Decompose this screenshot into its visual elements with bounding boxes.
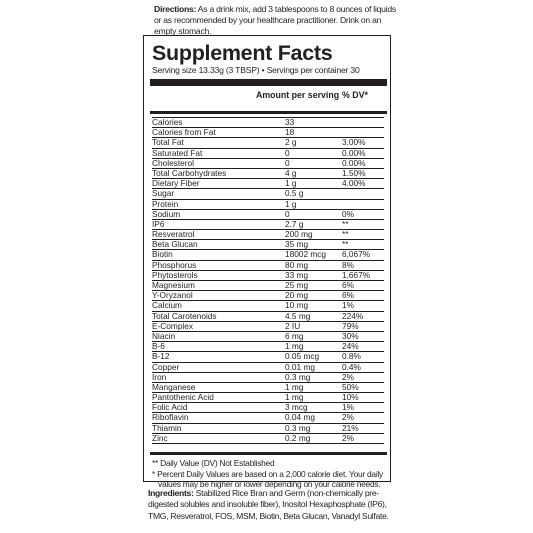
nutrient-amount: 1 mg bbox=[285, 381, 304, 392]
nutrient-name: Y-Oryzanol bbox=[152, 290, 193, 301]
nutrient-amount: 1 g bbox=[285, 178, 297, 189]
nutrient-amount: 2 g bbox=[285, 137, 297, 148]
serving-info: Serving size 13.33g (3 TBSP) • Servings per container 30 bbox=[152, 65, 360, 75]
nutrient-rows bbox=[152, 117, 384, 444]
nutrient-name: IP6 bbox=[152, 218, 165, 229]
nutrient-dv: 79% bbox=[342, 320, 359, 331]
directions-label: Directions: bbox=[154, 4, 197, 14]
nutrient-name: Calories bbox=[152, 117, 183, 127]
nutrient-dv: 1% bbox=[342, 300, 354, 311]
nutrient-dv: ** bbox=[342, 239, 349, 250]
nutrient-dv: 8% bbox=[342, 259, 354, 270]
nutrient-name: Sugar bbox=[152, 188, 175, 199]
ingredients-text bbox=[148, 488, 398, 522]
nutrient-name: Total Carotenoids bbox=[152, 310, 217, 321]
nutrient-amount: 0.01 mg bbox=[285, 361, 315, 372]
nutrient-dv: 0.4% bbox=[342, 361, 361, 372]
nutrient-name: Calories from Fat bbox=[152, 127, 216, 138]
nutrient-dv: 24% bbox=[342, 341, 359, 352]
nutrient-amount: 6 mg bbox=[285, 330, 304, 341]
nutrient-amount: 0.05 mcg bbox=[285, 351, 320, 362]
nutrient-dv: ** bbox=[342, 229, 349, 240]
table-row bbox=[152, 210, 384, 220]
nutrient-amount: 20 mg bbox=[285, 290, 309, 301]
nutrient-amount: 200 mg bbox=[285, 229, 313, 240]
nutrient-name: Copper bbox=[152, 361, 180, 372]
nutrient-dv: 6% bbox=[342, 280, 354, 290]
table-row bbox=[152, 179, 384, 189]
nutrient-amount: 18 bbox=[285, 127, 295, 138]
ingredients-body: Stabilized Rice Bran and Germ (non-chemically pre-digested solubles and insoluble fiber), Inositol Hexaphosphate (IP6), TMG, Resveratrol, FOS, MSM, Biotin, Beta Glucan, Vanadyl Sulfate. bbox=[148, 488, 389, 521]
nutrient-dv: 224% bbox=[342, 310, 364, 321]
nutrient-dv: 0.00% bbox=[342, 147, 366, 158]
nutrient-name: Phosphorus bbox=[152, 259, 197, 270]
nutrient-amount: 4 g bbox=[285, 167, 297, 178]
dv-header: % DV* bbox=[342, 90, 368, 100]
nutrient-amount: 0.2 mg bbox=[285, 432, 311, 443]
nutrient-dv: 3.00% bbox=[342, 137, 366, 148]
table-row bbox=[152, 189, 384, 199]
nutrient-name: E-Complex bbox=[152, 320, 194, 331]
nutrient-name: Magnesium bbox=[152, 280, 195, 290]
supplement-facts-panel bbox=[143, 35, 391, 489]
nutrient-amount: 1 g bbox=[285, 198, 297, 209]
nutrient-amount: 2.7 g bbox=[285, 218, 304, 229]
panel-title: Supplement Facts bbox=[152, 41, 333, 65]
nutrient-name: Iron bbox=[152, 371, 167, 382]
nutrient-name: Total Fat bbox=[152, 137, 184, 148]
nutrient-name: Total Carbohydrates bbox=[152, 167, 227, 178]
nutrient-dv: 0% bbox=[342, 208, 354, 219]
nutrient-dv: 2% bbox=[342, 371, 354, 382]
nutrient-dv: 2% bbox=[342, 432, 354, 443]
nutrient-amount: 0 bbox=[285, 157, 290, 168]
nutrient-name: Calcium bbox=[152, 300, 182, 311]
nutrient-amount: 25 mg bbox=[285, 280, 309, 290]
bottom-divider bbox=[150, 452, 387, 455]
nutrient-dv: 1% bbox=[342, 402, 354, 413]
nutrient-amount: 33 bbox=[285, 117, 295, 127]
nutrient-name: Biotin bbox=[152, 249, 173, 260]
nutrient-dv: 6,067% bbox=[342, 249, 371, 260]
nutrient-amount: 1 mg bbox=[285, 392, 304, 403]
nutrient-dv: ** bbox=[342, 218, 349, 229]
nutrient-dv: 0.00% bbox=[342, 157, 366, 168]
nutrient-name: Pantothenic Acid bbox=[152, 392, 214, 403]
nutrient-name: Manganese bbox=[152, 381, 196, 392]
nutrient-amount: 35 mg bbox=[285, 239, 309, 250]
nutrient-amount: 10 mg bbox=[285, 300, 309, 311]
nutrient-dv: 21% bbox=[342, 422, 359, 433]
nutrient-name: Phytosterols bbox=[152, 269, 198, 280]
nutrient-name: Folic Acid bbox=[152, 402, 188, 413]
thick-divider bbox=[150, 79, 387, 86]
nutrient-dv: 6% bbox=[342, 290, 354, 301]
nutrient-dv: 0.8% bbox=[342, 351, 361, 362]
nutrient-name: Protein bbox=[152, 198, 179, 209]
nutrient-name: Riboflavin bbox=[152, 412, 189, 423]
nutrient-amount: 0 bbox=[285, 147, 290, 158]
nutrient-amount: 1 mg bbox=[285, 341, 304, 352]
nutrient-amount: 0.5 g bbox=[285, 188, 304, 199]
nutrient-name: Cholesterol bbox=[152, 157, 194, 168]
directions-text bbox=[154, 4, 404, 37]
nutrient-dv: 30% bbox=[342, 330, 359, 341]
nutrient-name: Beta Glucan bbox=[152, 239, 198, 250]
nutrient-name: Sodium bbox=[152, 208, 181, 219]
footnote-dv-not-established: ** Daily Value (DV) Not Established bbox=[152, 458, 275, 468]
nutrient-dv: 4.00% bbox=[342, 178, 366, 189]
footnote-percent-dv-cont: values may be higher or lower depending on your calorie needs. bbox=[158, 479, 381, 489]
nutrient-dv: 2% bbox=[342, 412, 354, 423]
nutrient-dv: 1,667% bbox=[342, 269, 371, 280]
table-row bbox=[152, 352, 384, 362]
nutrient-dv: 10% bbox=[342, 392, 359, 403]
nutrient-name: Niacin bbox=[152, 330, 176, 341]
nutrient-dv: 50% bbox=[342, 381, 359, 392]
nutrient-amount: 33 mg bbox=[285, 269, 309, 280]
footnote-percent-dv: * Percent Daily Values are based on a 2,000 calorie diet. Your daily bbox=[152, 468, 383, 479]
nutrient-amount: 3 mcg bbox=[285, 402, 308, 413]
footnotes bbox=[152, 458, 384, 490]
nutrient-name: Resveratrol bbox=[152, 229, 195, 240]
nutrient-name: Thiamin bbox=[152, 422, 182, 433]
table-row bbox=[152, 434, 384, 444]
nutrient-name: Zinc bbox=[152, 432, 168, 443]
ingredients-label: Ingredients: bbox=[148, 488, 194, 498]
nutrient-amount: 0.3 mg bbox=[285, 371, 311, 382]
nutrient-amount: 80 mg bbox=[285, 259, 309, 270]
nutrient-amount: 2 IU bbox=[285, 320, 301, 331]
nutrient-amount: 0.3 mg bbox=[285, 422, 311, 433]
nutrient-name: Saturated Fat bbox=[152, 147, 203, 158]
nutrient-amount: 18002 mcg bbox=[285, 249, 327, 260]
nutrient-amount: 0 bbox=[285, 208, 290, 219]
nutrient-amount: 0.04 mg bbox=[285, 412, 315, 423]
column-header bbox=[152, 89, 384, 104]
nutrient-dv: 1.50% bbox=[342, 167, 366, 178]
nutrient-name: Dietary Fiber bbox=[152, 178, 200, 189]
nutrient-amount: 4.5 mg bbox=[285, 310, 311, 321]
directions-body: As a drink mix, add 3 tablespoons to 8 ounces of liquids or as recommended by your healthcare practitioner. Drink on an empty stomach. bbox=[154, 4, 396, 36]
nutrient-name: B-6 bbox=[152, 341, 165, 352]
amount-header: Amount per serving bbox=[256, 90, 340, 100]
header-divider bbox=[150, 111, 387, 114]
nutrient-name: B-12 bbox=[152, 351, 170, 362]
